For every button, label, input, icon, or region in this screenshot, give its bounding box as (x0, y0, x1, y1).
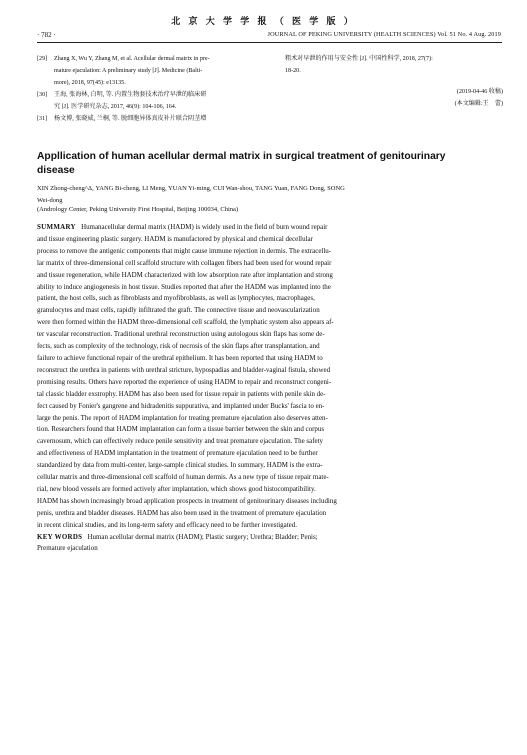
reference-text-line: 究 [J]. 医学研究杂志, 2017, 46(9): 104-106, 164. (54, 104, 177, 110)
abstract-line: fects, such as complexity of the technology, risk of necrosis of the skin flaps after transplantation, and (37, 342, 320, 351)
abstract-line: promising results. Others have reported the experience of using HADM to repair and reconstruct congeni- (37, 377, 332, 386)
affiliation: (Andrology Center, Peking University First Hospital, Beijing 100034, China) (37, 206, 239, 213)
reference-continuation-line: 粗术对早泄的作用与安全性 [J]. 中国性科学, 2018, 27(7): (285, 56, 433, 62)
reference-list-left (37, 53, 262, 125)
abstract-line: lar matrix of three-dimensional cell scaffold structure with collagen fibers had been used for wound repair (37, 258, 332, 267)
reference-item (37, 113, 262, 125)
abstract-line: process to remove the antigenic components that might cause immune rejection in dermis. The extracellu- (37, 246, 332, 255)
abstract-line: cellular matrix and three-dimensional cell scaffold of human dermis. As a new type of tissue repair mate- (37, 473, 329, 482)
abstract-line (37, 222, 503, 234)
reference-number: [30] (37, 92, 48, 98)
reference-item (37, 89, 262, 113)
abstract-line: ter vascular reconstruction. Traditional urethral reconstruction using autologous skin flaps has some de- (37, 330, 325, 339)
reference-text-line: 王海, 张海林, 白明, 等. 内置生物套技术治疗早泄的临床研 (54, 92, 207, 98)
reference-text-line: mature ejaculation: A preliminary study [J]. Medicine (Balti- (54, 68, 203, 74)
abstract-line: patient, the host cells, such as fibroblasts and myofibroblasts, as well as lymphocytes, macrophages, (37, 294, 315, 303)
editor-note: (本文编辑:王 蕾) (454, 101, 503, 107)
abstract-line: standardized by data from multi-center, large-sample clinical studies. In summary, HADM is the extra- (37, 461, 323, 470)
author-line: XIN Zhong-cheng^Δ, YANG Bi-cheng, LI Meng, YUAN Yi-ming, CUI Wan-shou, TANG Yuan, FANG Dong, SONG (37, 185, 345, 192)
abstract-line: penis, urethra and bladder diseases. HADM has also been used in the treatment of premature ejaculation (37, 508, 327, 517)
abstract-line: cavernosum, which can effectively reduce penile sensitivity and treat premature ejaculation. The safety (37, 437, 323, 446)
abstract-text: Humanacellular dermal matrix (HADM) is widely used in the field of burn wound repair (81, 223, 328, 231)
abstract-line: in recent clinical studies, and its long-term safety and efficacy need to be further investigated. (37, 520, 297, 529)
abstract-line: failure to achieve functional repair of the urethral epithelium. It has been reported that using HADM to (37, 353, 323, 362)
abstract-line: tion. Researchers found that HADM implantation can form a tissue barrier between the skin and corpus (37, 425, 325, 434)
reference-list-right (285, 53, 503, 110)
reference-number: [29] (37, 56, 48, 62)
abstract-line: HADM has shown increasingly broad application prospects in treatment of genitourinary diseases including (37, 496, 337, 505)
header-divider (37, 42, 502, 43)
received-date: (2019-04-46 收稿) (456, 89, 503, 95)
abstract-line: rial, new blood vessels are formed actively after implantation, which shows good histocompatibility. (37, 484, 316, 493)
abstract-line: and effectiveness of HADM implantation in the treatment of premature ejaculation need to be further (37, 449, 318, 458)
abstract-line: were then formed within the HADM three-dimensional cell scaffold, the lymphatic system also appears af- (37, 318, 334, 327)
abstract-line: and tissue regeneration, while HADM characterized with low absorption rate after implantation and strong (37, 270, 333, 279)
reference-text-line: more), 2018, 97(45): e13135. (54, 80, 126, 86)
abstract-line: ability to induce angiogenesis in host tissue. Studies reported that after the HADM was implanted into the (37, 282, 331, 291)
abstract-line: large the penis. The report of HADM implantation for treating premature ejaculation also deserves atten- (37, 413, 328, 422)
article-title-line: Appllication of human acellular dermal matrix in surgical treatment of genitourinary (37, 151, 446, 162)
article-title-line: disease (37, 165, 75, 176)
keywords-line: Premature ejaculation (37, 544, 98, 553)
reference-item (37, 53, 262, 89)
keywords-text: Human acellular dermal matrix (HADM); Plastic surgery; Urethra; Bladder; Penis; (87, 532, 318, 541)
keywords-line (37, 532, 503, 544)
abstract-line: granulocytes and mast cells, rapidly infiltrated the graft. The connective tissue and neovascularization (37, 306, 320, 315)
reference-text-line: 杨文博, 张晓威, 兰桐, 等. 脱细胞异体真皮补片联合阴茎增 (54, 116, 207, 122)
author-list (37, 183, 507, 207)
abstract-line: fect caused by Fonier's gangrene and hidradenitis suppurativa, and implanted under Bucks' fascia to en- (37, 401, 325, 410)
article-title (37, 150, 507, 178)
journal-title-en: JOURNAL OF PEKING UNIVERSITY (HEALTH SCIENCES) Vol. 51 No. 4 Aug. 2019 (267, 31, 501, 38)
keywords-label: KEY WORDS (37, 532, 83, 541)
abstract (37, 222, 503, 555)
abstract-line: reconstruct the urethra in patients with urethral stricture, hypospadias and bladder-vaginal fistula, showed (37, 365, 331, 374)
abstract-line: and tissue engineering plastic surgery. HADM is manufactored by physical and chemical decellular (37, 234, 313, 243)
reference-text-line: Zhang X, Wu Y, Zhang M, et al. Acellular dermal matrix in pre- (54, 56, 210, 62)
journal-title-cn: 北 京 大 学 学 报 （ 医 学 版 ） (171, 16, 356, 26)
reference-number: [31] (37, 116, 48, 122)
abstract-line: tal classic bladder exstrophy. HADM has also been used for tissue repair in patients with penile skin de- (37, 389, 326, 398)
page-number: · 782 · (37, 31, 56, 39)
reference-continuation-line: 18-20. (285, 68, 301, 74)
author-line: Wei-dong (37, 197, 63, 204)
summary-label: SUMMARY (37, 223, 76, 231)
